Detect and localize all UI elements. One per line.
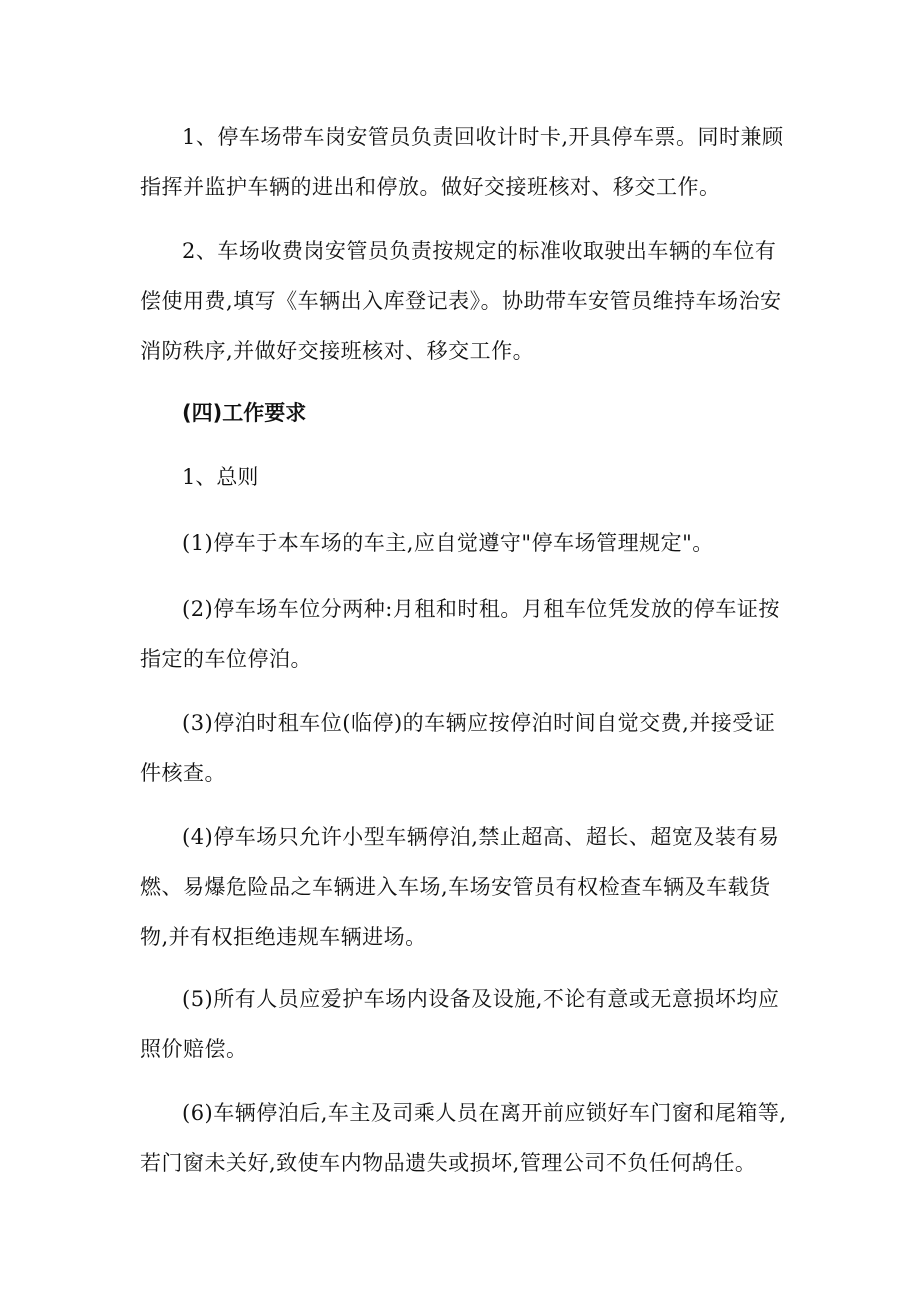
rule-item-4: (4)停车场只允许小型车辆停泊,禁止超高、超长、超宽及装有易燃、易爆危险品之车辆进入车场,车场安管员有权检查车辆及车载货物,并有权拒绝违规车辆进场。 [140,825,780,949]
rule-item-5: (5)所有人员应爱护车场内设备及设施,不论有意或无意损坏均应照价赔偿。 [140,987,780,1061]
subsection-general-rules: 1、总则 [182,465,259,489]
rule-item-3: (3)停泊时租车位(临停)的车辆应按停泊时间自觉交费,并接受证件核查。 [140,711,776,785]
paragraph-parking-attendant-duty: 1、停车场带车岗安管员负责回收计时卡,开具停车票。同时兼顾指挥并监护车辆的进出和停放。做好交接班核对、移交工作。 [140,125,784,199]
rule-item-2: (2)停车场车位分两种:月租和时租。月租车位凭发放的停车证按指定的车位停泊。 [140,597,780,671]
paragraph-toll-collector-duty: 2、车场收费岗安管员负责按规定的标准收取驶出车辆的车位有偿使用费,填写《车辆出入库登记表》。协助带车安管员维持车场治安消防秩序,并做好交接班核对、移交工作。 [140,239,782,363]
section-heading: (四)工作要求 [182,401,307,425]
rule-item-1: (1)停车于本车场的车主,应自觉遵守"停车场管理规定"。 [182,531,714,555]
rule-item-6: (6)车辆停泊后,车主及司乘人员在离开前应锁好车门窗和尾箱等,若门窗未关好,致使车内物品遗失或损坏,管理公司不负任何鸪任。 [140,1101,787,1175]
